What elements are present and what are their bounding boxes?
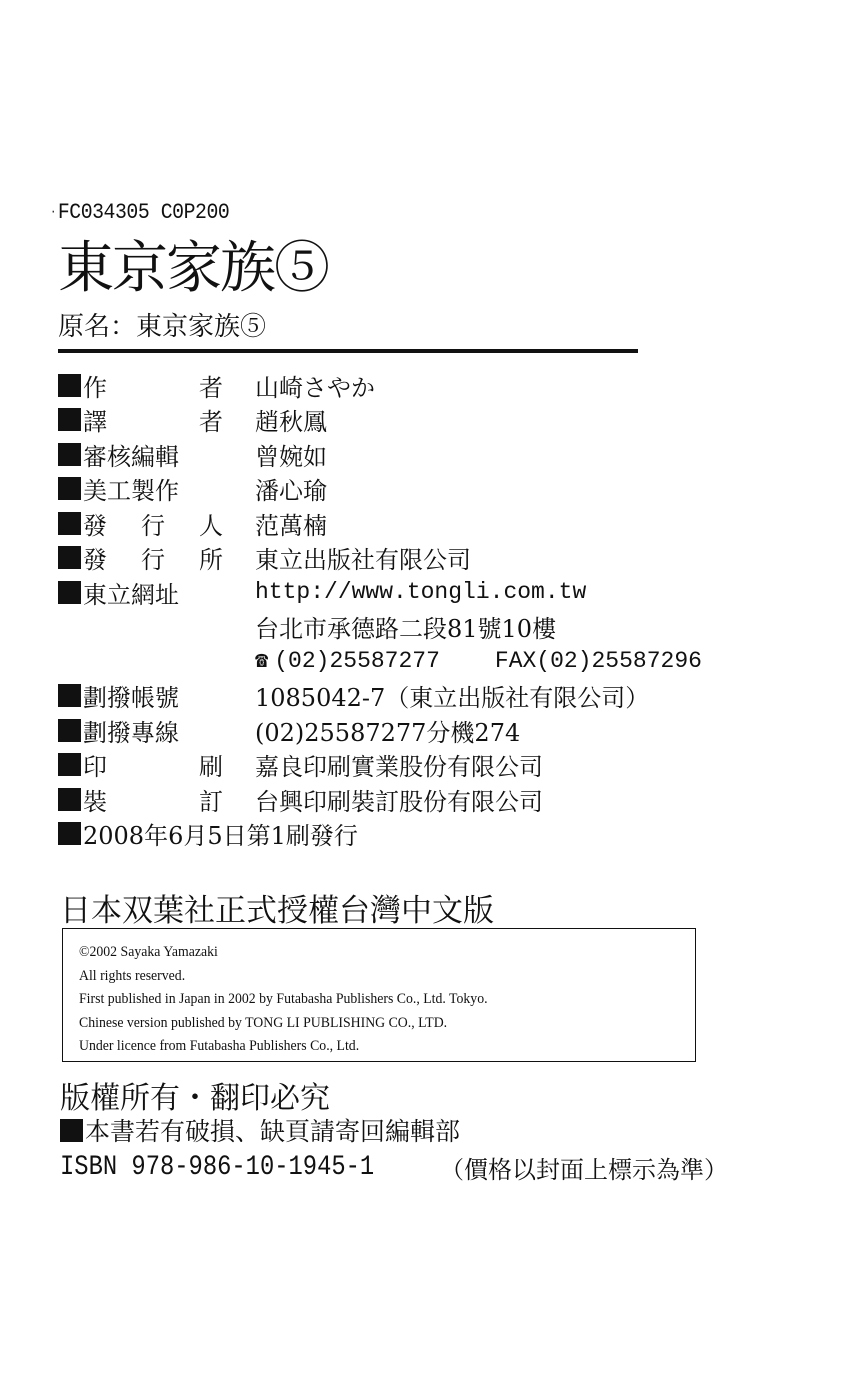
credit-row-translator xyxy=(58,403,702,438)
credit-row-author xyxy=(58,368,702,403)
authorization-statement: 日本双葉社正式授權台灣中文版 xyxy=(60,893,494,929)
fax-number: FAX(02)25587296 xyxy=(494,648,702,675)
credit-value: 嘉良印刷實業股份有限公司 xyxy=(255,753,543,782)
credit-row-editor xyxy=(58,437,702,472)
credits-list xyxy=(58,368,702,851)
square-bullet-icon xyxy=(58,512,81,535)
edition-date: 2008年6月5日第1刷發行 xyxy=(83,822,358,851)
telephone-icon: ☎ xyxy=(255,649,269,675)
original-title: 原名：東京家族⑤ xyxy=(58,312,267,342)
credit-label: 劃撥專線 xyxy=(83,718,179,747)
contact-info xyxy=(255,648,702,674)
square-bullet-icon xyxy=(58,822,81,845)
square-bullet-icon xyxy=(58,374,81,397)
copyright-box xyxy=(62,928,696,1062)
isbn-number: ISBN 978-986-10-1945-1 xyxy=(60,1152,375,1183)
copyright-line: Under licence from Futabasha Publishers Co., Ltd. xyxy=(79,1038,360,1054)
divider-rule xyxy=(58,349,638,353)
damage-notice: 本書若有破損、缺頁請寄回編輯部 xyxy=(60,1112,460,1148)
credit-label: 譯 者 xyxy=(83,408,223,437)
credit-value: 山崎さやか xyxy=(255,373,375,402)
credit-value: 潘心瑜 xyxy=(255,477,327,506)
credit-value: 東立出版社有限公司 xyxy=(255,546,471,575)
credit-label: 作 者 xyxy=(83,373,223,402)
credit-row-printing xyxy=(58,748,702,783)
credit-label: 裝 訂 xyxy=(83,787,223,816)
credit-value: (02)25587277分機274 xyxy=(255,718,521,747)
credit-row-publishing-house xyxy=(58,541,702,576)
square-bullet-icon xyxy=(58,443,81,466)
credit-value: 趙秋鳳 xyxy=(255,408,327,437)
isbn-line xyxy=(60,1150,728,1185)
credit-label: 東立網址 xyxy=(83,580,179,609)
credit-row-hotline xyxy=(58,713,702,748)
square-bullet-icon xyxy=(58,719,81,742)
credit-row-binding xyxy=(58,782,702,817)
credit-label: 發 行 所 xyxy=(83,546,223,575)
square-bullet-icon xyxy=(58,684,81,707)
bullet-dot: · xyxy=(50,205,57,220)
product-code: ·FC034305 C0P200 xyxy=(50,200,230,225)
rights-reserved: 版權所有・翻印必究 xyxy=(60,1081,330,1116)
square-bullet-icon xyxy=(58,788,81,811)
credit-label: 發 行 人 xyxy=(83,511,223,540)
credit-label: 印 刷 xyxy=(83,753,223,782)
credit-value: 1085042-7（東立出版社有限公司） xyxy=(255,684,650,713)
square-bullet-icon xyxy=(58,753,81,776)
square-bullet-icon xyxy=(58,408,81,431)
address-row xyxy=(58,610,702,645)
edition-row xyxy=(58,817,702,852)
credit-label: 審核編輯 xyxy=(83,442,179,471)
square-bullet-icon xyxy=(58,546,81,569)
credit-row-website xyxy=(58,575,702,610)
credit-label: 美工製作 xyxy=(83,477,179,506)
copyright-line: All rights reserved. xyxy=(79,967,186,984)
phone-number: (02)25587277 xyxy=(274,648,440,675)
book-title: 東京家族⑤ xyxy=(58,236,328,301)
credit-label: 劃撥帳號 xyxy=(83,684,179,713)
square-bullet-icon xyxy=(60,1119,83,1142)
credit-row-account xyxy=(58,679,702,714)
credit-row-art xyxy=(58,472,702,507)
price-note: （價格以封面上標示為準） xyxy=(440,1156,728,1184)
credit-row-publisher xyxy=(58,506,702,541)
credit-value: 范萬楠 xyxy=(255,511,327,540)
website-link[interactable]: http://www.tongli.com.tw xyxy=(255,579,587,606)
address: 台北市承德路二段81號10樓 xyxy=(255,615,557,644)
credit-value: 曾婉如 xyxy=(255,442,327,471)
credit-value: 台興印刷裝訂股份有限公司 xyxy=(255,787,543,816)
copyright-line: Chinese version published by TONG LI PUBLISHING CO., LTD. xyxy=(79,1014,448,1031)
copyright-line: First published in Japan in 2002 by Futabasha Publishers Co., Ltd. Tokyo. xyxy=(79,991,488,1007)
copyright-line: ©2002 Sayaka Yamazaki xyxy=(79,944,218,960)
square-bullet-icon xyxy=(58,477,81,500)
square-bullet-icon xyxy=(58,581,81,604)
contact-row xyxy=(58,644,702,679)
